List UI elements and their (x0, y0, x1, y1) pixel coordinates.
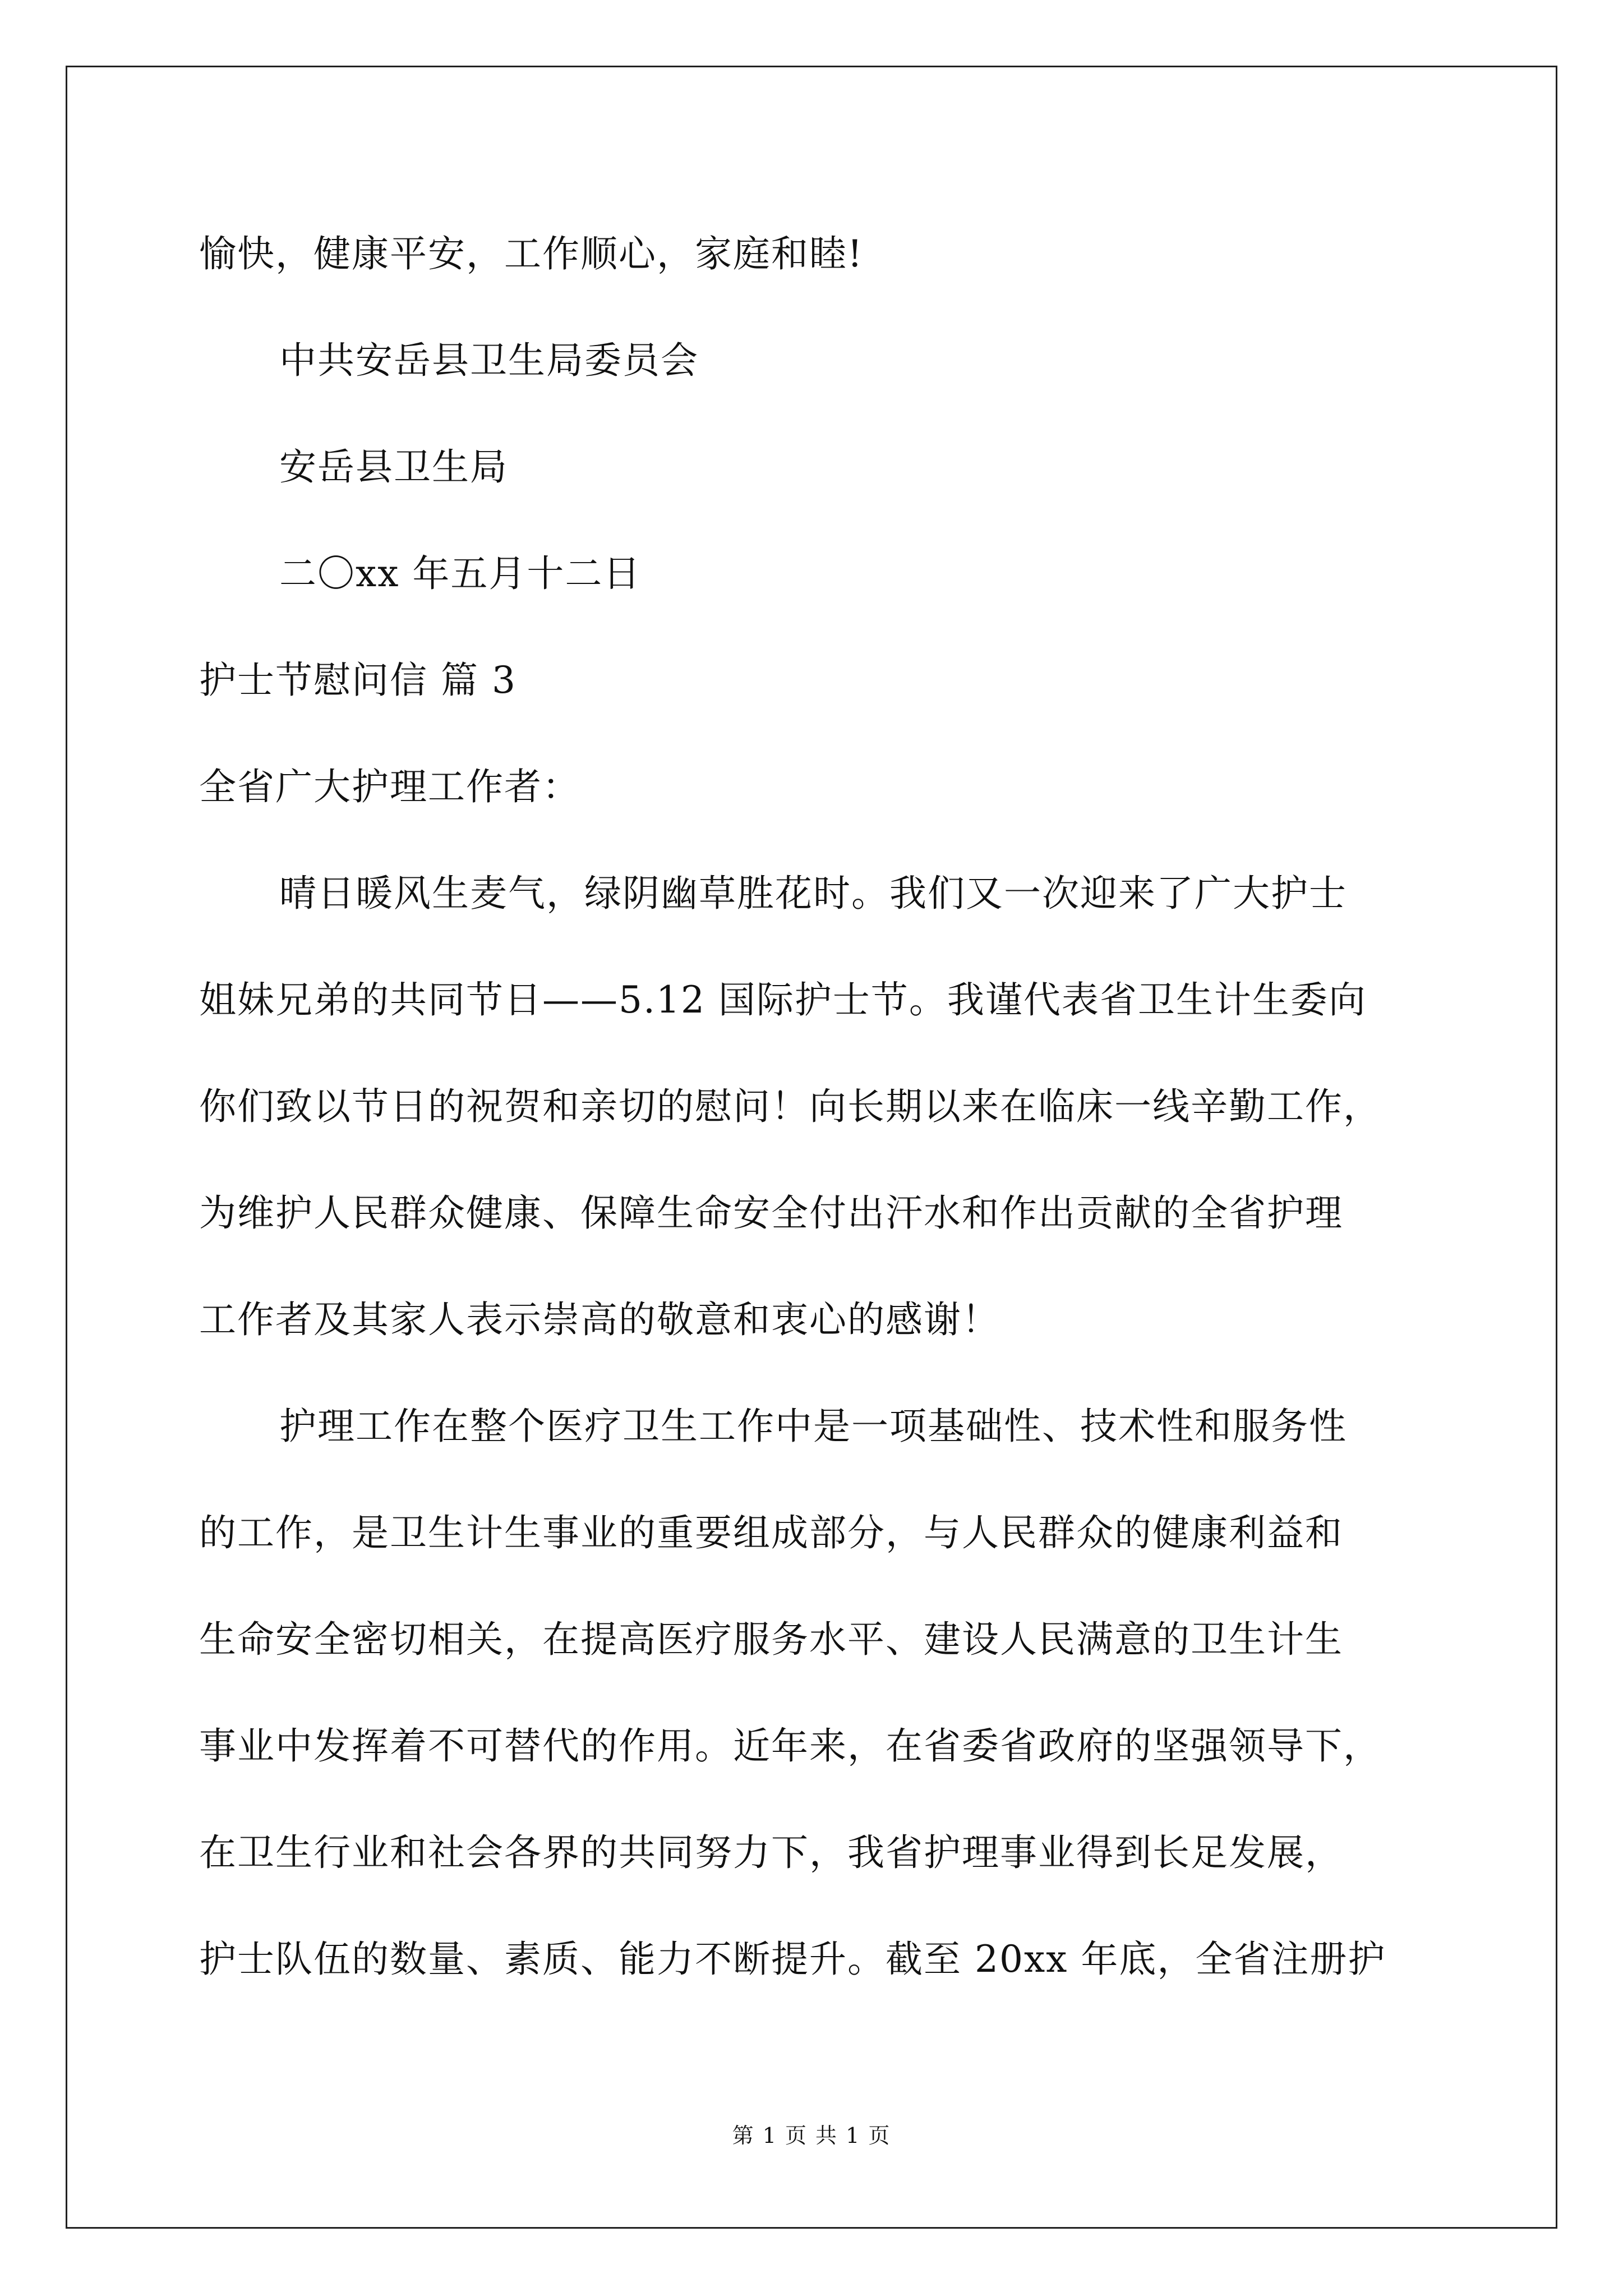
paragraph-2-line-4: 事业中发挥着不可替代的作用。近年来，在省委省政府的坚强领导下， (199, 1724, 1381, 1768)
paragraph-2-line-1: 护理工作在整个医疗卫生工作中是一项基础性、技术性和服务性 (279, 1405, 1347, 1448)
paragraph-2-line-6: 护士队伍的数量、素质、能力不断提升。截至 20xx 年底，全省注册护 (199, 1938, 1386, 1981)
paragraph-2-line-3: 生命安全密切相关，在提高医疗服务水平、建设人民满意的卫生计生 (199, 1618, 1343, 1661)
page-border (66, 66, 1557, 2229)
page-footer: 第 1 页 共 1 页 (732, 2123, 891, 2148)
salutation: 全省广大护理工作者： (199, 765, 580, 808)
paragraph-2-line-2: 的工作，是卫生计生事业的重要组成部分，与人民群众的健康利益和 (199, 1511, 1343, 1554)
paragraph-2-line-5: 在卫生行业和社会各界的共同努力下，我省护理事业得到长足发展， (199, 1831, 1343, 1874)
paragraph-1-line-4: 为维护人民群众健康、保障生命安全付出汗水和作出贡献的全省护理 (199, 1191, 1343, 1235)
signature-committee: 中共安岳县卫生局委员会 (279, 339, 699, 382)
section-heading: 护士节慰问信 篇 3 (199, 659, 517, 702)
signature-date: 二〇xx 年五月十二日 (279, 552, 642, 595)
paragraph-1-line-1: 晴日暖风生麦气，绿阴幽草胜花时。我们又一次迎来了广大护士 (279, 872, 1347, 915)
paragraph-1-line-3: 你们致以节日的祝贺和亲切的慰问！向长期以来在临床一线辛勤工作， (199, 1085, 1381, 1128)
closing-blessing-line: 愉快，健康平安，工作顺心，家庭和睦! (199, 232, 864, 275)
paragraph-1-line-2: 姐妹兄弟的共同节日——5.12 国际护士节。我谨代表省卫生计生委向 (199, 978, 1367, 1022)
paragraph-1-line-5: 工作者及其家人表示崇高的敬意和衷心的感谢！ (199, 1298, 1000, 1341)
signature-bureau: 安岳县卫生局 (279, 445, 508, 489)
